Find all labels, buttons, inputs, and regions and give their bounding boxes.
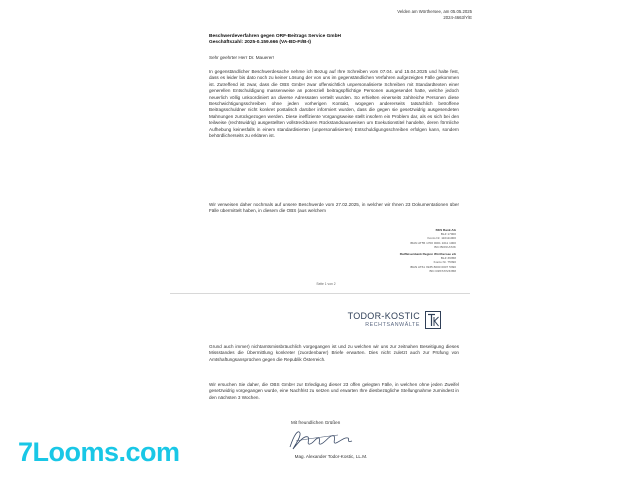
case-number: Geschäftszahl: 2025-0.159.666 (VA-BD-FI/B-I) — [209, 40, 312, 46]
signer-name: Mag. Alexander Todor-Kostic, LL.M. — [294, 454, 368, 459]
bank-line: BIC RZKTAT2K358 — [429, 268, 456, 273]
bank-line: Konto Nr. 75390 — [433, 260, 456, 265]
page-number: Seite 1 von 2 — [316, 282, 336, 286]
place-date: Velden am Wörthersee, am 05.05.2025 — [397, 9, 472, 14]
page-divider — [170, 293, 470, 294]
bank-details-bks — [390, 228, 456, 249]
subject-block — [209, 34, 459, 47]
logo-subtitle: RECHTSANWÄLTE — [365, 322, 420, 328]
bank-line: IBAN AT55 1700 0001 1011 1000 — [410, 240, 456, 245]
body-paragraph-1: In gegenständlicher Beschwerdesache nehme ich Bezug auf Ihre Schreiben vom 07.04. und 15.04.2025 und halte fest, dass es leider bis dato noch zu keiner Lösung der von uns im gegenständlichen Verfahren aufgezeigten Fälle gekommen ist. Zutreffend ist zwar, dass die OBS GmbH zwar offensichtlich unpersonalisierte Schreiben mit Standardtexten einer generellen Entschuldigung massenweise an potenziell beitragspflichtige Personen ausgesendet hatte, welche jedoch neuerlich völlig unkoordiniert an diverse Adressaten verteilt wurden. So erhielten einerseits zahlreiche Personen diese Beschwichtigungsschreiben ohne jeden vorherigen Kontakt, wogegen andererseits tatsächlich betroffene Beitragsschuldner nicht konkret postalisch darüber informiert wurden, dass die gegen sie gesetzwidrig ausgesendeten Mahnungen zurückgezogen werden. Diese ineffiziente Vorgangsweise stellt insofern ein Problem dar, als es sich bei den teilweise (rechtswidrig) ausgestellten vollstreckbaren Rückstandsausweisen um Exekutionstitel handelte, deren förmliche Aufhebung keinesfalls in einem standardisierten (unpersonalisierten) Entschuldigungsschreiben erfolgen kann, sondern behördlicherseits zu erklären ist. — [209, 69, 459, 139]
logo-firm-name: TODOR-KOSTIC — [347, 311, 420, 321]
bank-name: BKS Bank AG — [435, 228, 456, 232]
salutation: Sehr geehrter Herr Dr. Mauerer! — [209, 55, 275, 60]
bank-line: BIC BFKKAT2K — [434, 244, 456, 249]
body-paragraph-4: Wir ersuchen Sie daher, die OBS GmbH zur Erledigung dieser 23 offen gelegten Fälle, in welchen ohne jeden Zweifel gesetzwidrig vorgegangen wurde, eine Nachfrist zu setzen und erwarten Ihre diesbezügliche Stellungnahme zumindest in den nächsten 3 Wochen. — [209, 382, 459, 400]
firm-logo — [348, 310, 444, 332]
body-paragraph-2: Wir verweisen daher nochmals auf unsere Beschwerde vom 27.02.2025, in welcher wir Ihnen 23 Dokumentationen über Fälle übermittelt haben, in diesem die OBS (aus welchem — [209, 202, 459, 214]
reference-number: 2024-4663/Y/E — [443, 15, 472, 20]
site-watermark: 7Looms.com — [18, 437, 180, 467]
handwritten-signature — [286, 425, 356, 453]
closing-greeting: Mit freundlichen Grüßen — [291, 420, 341, 425]
bank-line: BLZ 39358 — [440, 256, 456, 261]
bank-name: Raiffeisenbank Region Wörthersee eG — [399, 252, 456, 256]
tk-monogram-icon — [425, 311, 441, 329]
subject-line: Beschwerdeverfahren gegen ORF-Beitrags Service GmbH — [209, 34, 341, 39]
body-paragraph-3: Grund auch immer) nichtamtsmissbräuchlich vorgegangen ist und zu welchen wir uns zur zeitnahen Beseitigung dieses Missstandes die Übermittlung konkreter (zuordenbarer) Briefe erwarten. Dies nicht zuletzt auch zur Prüfung von Amtshaftungsansprüchen gegen die Republik Österreich. — [209, 344, 459, 362]
bank-line: BLZ 17000 — [440, 232, 456, 237]
bank-line: IBAN AT61 3935 8000 0007 5390 — [409, 264, 456, 269]
bank-details-raiffeisen — [390, 252, 456, 273]
bank-line: Konto Nr. 110111000 — [427, 236, 456, 241]
